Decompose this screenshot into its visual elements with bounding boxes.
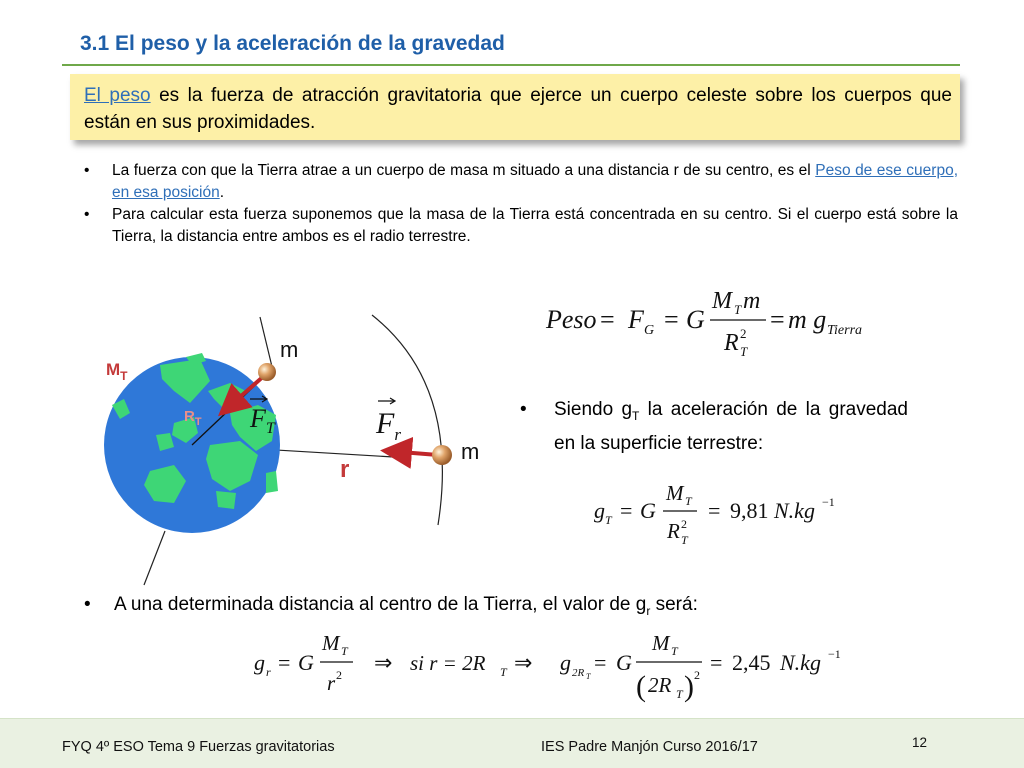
svg-text:g: g [560,650,571,675]
svg-text:2: 2 [740,326,747,341]
svg-text:Tierra: Tierra [827,323,863,338]
svg-text:=: = [710,650,723,675]
svg-text:G: G [644,323,655,338]
definition-box [70,74,960,140]
svg-text:G: G [640,498,656,523]
bullet-text: La fuerza con que la Tierra atrae a un cuerpo de masa m situado a una distancia r de su centro, es el [112,162,816,179]
svg-text:2R: 2R [648,673,672,697]
svg-text:⇒: ⇒ [374,650,393,675]
mass-ball-top [258,363,276,381]
svg-text:T: T [676,687,683,701]
svg-text:m: m [743,288,761,314]
svg-text:T: T [734,302,742,317]
svg-text:F: F [628,305,644,334]
weight-formula [540,282,880,364]
title-divider [62,64,960,66]
footer-bar [0,718,1024,768]
svg-text:=: = [770,305,785,334]
svg-text:M: M [652,631,670,655]
footer-school: IES Padre Manjón Curso 2016/17 [541,739,758,755]
svg-text:r: r [266,665,271,679]
svg-text:2: 2 [336,668,342,682]
svg-text:−1: −1 [828,647,841,661]
svg-text:(: ( [636,670,646,703]
label-earth-mass: $M_T$ [106,360,128,383]
surface-gravity-formula [590,478,860,552]
bullet-list-top [84,160,958,248]
svg-text:=: = [620,498,633,523]
svg-text:N.kg: N.kg [780,650,821,675]
bullet-dot: • [84,594,91,615]
bullet-highlight: Peso de ese cuerpo, en esa posición [112,162,958,201]
footer-course: FYQ 4º ESO Tema 9 Fuerzas gravitatorias [62,739,335,755]
definition-term: El peso [84,85,151,106]
svg-text:=: = [594,650,607,675]
distance-note-pre: A una determinada distancia al centro de la Tierra, el valor de g [114,594,647,615]
svg-text:−1: −1 [822,495,835,509]
list-item [84,204,958,248]
svg-text:=: = [600,305,615,334]
svg-text:=: = [708,498,721,523]
svg-text:r: r [327,671,336,695]
svg-text:g: g [254,650,265,675]
gravity-note [520,396,908,457]
svg-text:Peso: Peso [546,305,597,334]
list-item [84,160,958,204]
gravity-note-post: la aceleración de la gravedad en la superficie terrestre: [554,399,908,454]
svg-text:T: T [341,644,348,658]
label-force-r: $F_r$ [376,407,401,444]
svg-text:2,45: 2,45 [732,650,771,675]
svg-text:=: = [278,650,291,675]
svg-text:9,81: 9,81 [730,498,769,523]
svg-text:g: g [594,498,605,523]
svg-text:): ) [684,670,694,703]
svg-text:m g: m g [788,305,827,334]
svg-text:G: G [616,650,632,675]
svg-text:T: T [586,672,591,681]
svg-text:N.kg: N.kg [774,498,815,523]
label-mass-right: m [461,439,480,464]
svg-text:R: R [667,519,680,543]
svg-text:M: M [322,631,340,655]
svg-text:G: G [298,650,314,675]
gravity-note-sub: T [632,408,640,423]
mass-ball-right [432,445,452,465]
bullet-text: Para calcular esta fuerza suponemos que la masa de la Tierra está concentrada en su centro. Si el cuerpo está sobre la Tierra, la distancia entre ambos es el radio terrestre. [112,206,958,245]
page-number: 12 [912,735,928,750]
bullet-dot: • [520,399,527,420]
axis-bottom [144,531,165,585]
gravity-note-pre: Siendo g [554,399,633,420]
svg-text:2: 2 [694,668,700,682]
svg-text:M: M [666,481,684,505]
distance-note [84,592,944,624]
svg-text:2: 2 [681,517,687,531]
label-force-earth: $F_T$ [250,404,275,437]
bullet-tail: . [219,184,225,201]
svg-text:2R: 2R [572,667,585,679]
svg-text:M: M [712,288,732,314]
earth-force-diagram [90,295,520,595]
svg-text:T: T [740,344,748,359]
slide-title: 3.1 El peso y la aceleración de la gravedad [80,32,505,55]
svg-text:T: T [671,644,678,658]
label-distance-r: r [340,456,350,483]
distance-gravity-formula [250,628,860,708]
svg-text:T: T [500,665,507,679]
distance-note-sub: r [646,603,651,618]
force-arrow-r [388,451,438,455]
vector-bar-r [378,398,395,404]
definition-text: es la fuerza de atracción gravitatoria que ejerce un cuerpo celeste sobre los cuerpos que están en sus proximidades. [84,85,953,133]
list-item [84,592,944,624]
svg-text:T: T [605,513,612,527]
svg-text:si r = 2R: si r = 2R [410,651,486,675]
svg-text:⇒: ⇒ [514,650,533,675]
svg-text:T: T [685,494,692,508]
svg-text:G: G [686,305,705,334]
svg-text:T: T [681,533,688,547]
list-item [520,396,908,457]
label-mass-top: m [280,337,299,362]
svg-text:R: R [724,330,739,356]
bullet-dot: • [84,206,90,223]
label-earth-radius: $R_T$ [184,408,202,428]
svg-text:=: = [664,305,679,334]
bullet-dot: • [84,162,90,179]
distance-note-post: será: [650,594,698,615]
